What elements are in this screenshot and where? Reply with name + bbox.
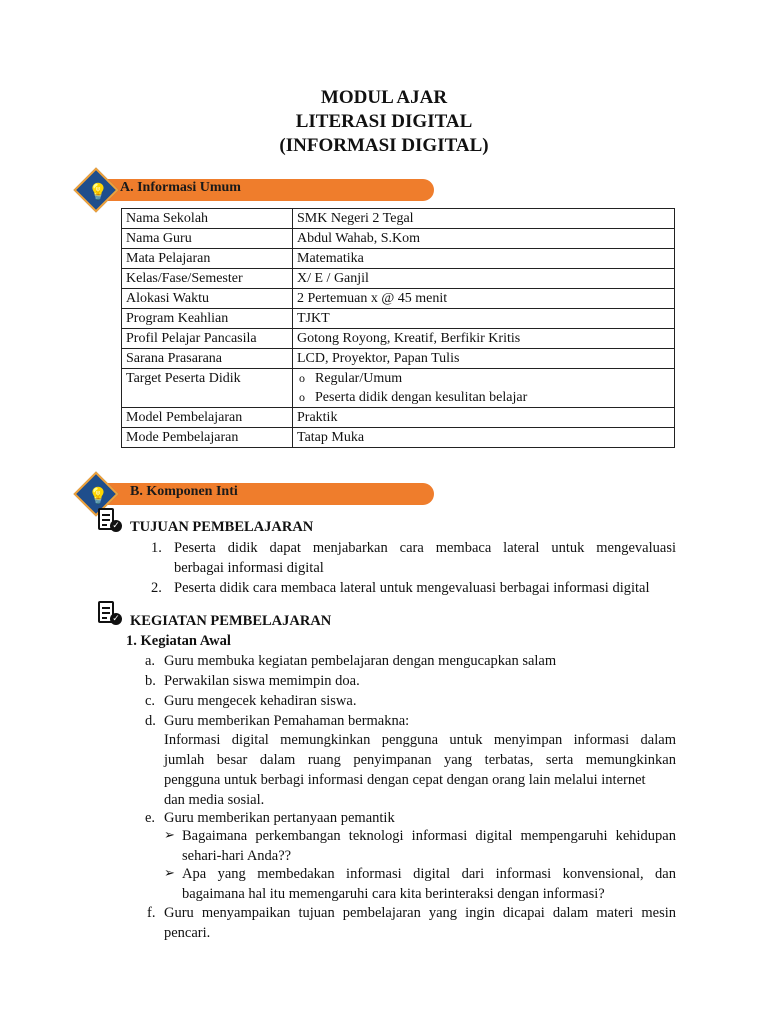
item-c-text: Guru mengecek kehadiran siswa. [164,693,357,709]
section-a-label: A. Informasi Umum [120,180,241,195]
item-b-text: Perwakilan siswa memimpin doa. [164,673,360,689]
tujuan-1-number: 1. [151,540,162,556]
section-b-header [74,476,438,516]
document-check-icon: ✓ [98,601,120,627]
tujuan-1-line2: berbagai informasi digital [174,560,324,576]
tujuan-2-number: 2. [151,580,162,596]
info-key: Mode Pembelajaran [122,428,293,448]
target-bullet-item [297,369,670,388]
item-f-line1: Guru menyampaikan tujuan pembelajaran yang ingin dicapai dalam materi mesin [164,905,676,921]
item-e-marker: e. [145,810,156,826]
info-key: Profil Pelajar Pancasila [122,329,293,349]
item-d-body-4: dan media sosial. [164,792,265,808]
item-d-body-2: jumlah besar dalam ruang penyimpanan yang terbatas, serta memungkinkan [164,752,676,768]
info-value: Matematika [293,249,675,269]
title-line-3: (INFORMASI DIGITAL) [279,135,489,156]
tujuan-2-line1: Peserta didik cara membaca lateral untuk mengevaluasi berbagai informasi digital [174,580,650,596]
item-f-line2: pencari. [164,925,211,941]
info-value: TJKT [293,309,675,329]
info-table [121,208,675,448]
question-1-line1: Bagaimana perkembangan teknologi informasi digital mempengaruhi kehidupan [182,828,676,844]
item-a-marker: a. [145,653,156,669]
item-d-body-3: pengguna untuk berbagi informasi dengan cepat dengan orang lain melalui internet [164,772,646,788]
info-value: Tatap Muka [293,428,675,448]
item-c-marker: c. [145,693,156,709]
info-table-row [122,249,675,269]
info-value: Gotong Royong, Kreatif, Berfikir Kritis [293,329,675,349]
info-key: Alokasi Waktu [122,289,293,309]
kegiatan-awal-heading: 1. Kegiatan Awal [126,633,231,649]
info-key: Nama Sekolah [122,209,293,229]
info-table-row [122,309,675,329]
info-value [293,369,675,408]
lightbulb-icon: 💡 [88,486,108,505]
document-check-icon: ✓ [98,508,120,534]
page-title [0,86,768,158]
item-d-text: Guru memberikan Pemahaman bermakna: [164,713,410,729]
info-value: 2 Pertemuan x @ 45 menit [293,289,675,309]
info-value: Praktik [293,408,675,428]
item-d-body-1: Informasi digital memungkinkan pengguna untuk menyimpan informasi dalam [164,732,676,748]
bullet-text: Regular/Umum [315,371,403,386]
info-key: Target Peserta Didik [122,369,293,408]
info-key: Nama Guru [122,229,293,249]
info-key: Sarana Prasarana [122,349,293,369]
info-value: X/ E / Ganjil [293,269,675,289]
info-table-row [122,369,675,408]
bullet-marker: o [299,371,305,385]
info-table-row [122,329,675,349]
bullet-text: Peserta didik dengan kesulitan belajar [315,390,528,405]
item-b-marker: b. [145,673,156,689]
info-table-row [122,269,675,289]
info-table-row [122,229,675,249]
question-2-line2: bagaimana hal itu memengaruhi cara kita berinteraksi dengan informasi? [182,886,605,902]
bullet-marker: o [299,390,305,404]
lightbulb-icon: 💡 [88,182,108,201]
info-table-row [122,428,675,448]
arrow-bullet-icon: ➢ [164,866,175,881]
item-d-marker: d. [145,713,156,729]
item-a-text: Guru membuka kegiatan pembelajaran dengan mengucapkan salam [164,653,557,669]
info-value: LCD, Proyektor, Papan Tulis [293,349,675,369]
section-b-label: B. Komponen Inti [130,484,238,499]
tujuan-1-line1: Peserta didik dapat menjabarkan cara membaca lateral untuk mengevaluasi [174,540,676,556]
arrow-bullet-icon: ➢ [164,828,175,843]
info-table-row [122,289,675,309]
section-a-header [74,172,438,212]
question-2-line1: Apa yang membedakan informasi digital dari informasi konvensional, dan [182,866,676,882]
info-key: Model Pembelajaran [122,408,293,428]
info-table-row [122,349,675,369]
info-value: SMK Negeri 2 Tegal [293,209,675,229]
target-bullet-item [297,388,670,407]
kegiatan-heading: KEGIATAN PEMBELAJARAN [130,613,332,629]
title-line-1: MODUL AJAR [320,87,448,108]
item-f-marker: f. [147,905,156,921]
info-key: Program Keahlian [122,309,293,329]
title-line-2: LITERASI DIGITAL [295,111,473,132]
info-table-row [122,209,675,229]
info-table-row [122,408,675,428]
question-1-line2: sehari-hari Anda?? [182,848,292,864]
tujuan-heading: TUJUAN PEMBELAJARAN [130,519,314,535]
info-key: Mata Pelajaran [122,249,293,269]
info-key: Kelas/Fase/Semester [122,269,293,289]
item-e-text: Guru memberikan pertanyaan pemantik [164,810,395,826]
info-value: Abdul Wahab, S.Kom [293,229,675,249]
